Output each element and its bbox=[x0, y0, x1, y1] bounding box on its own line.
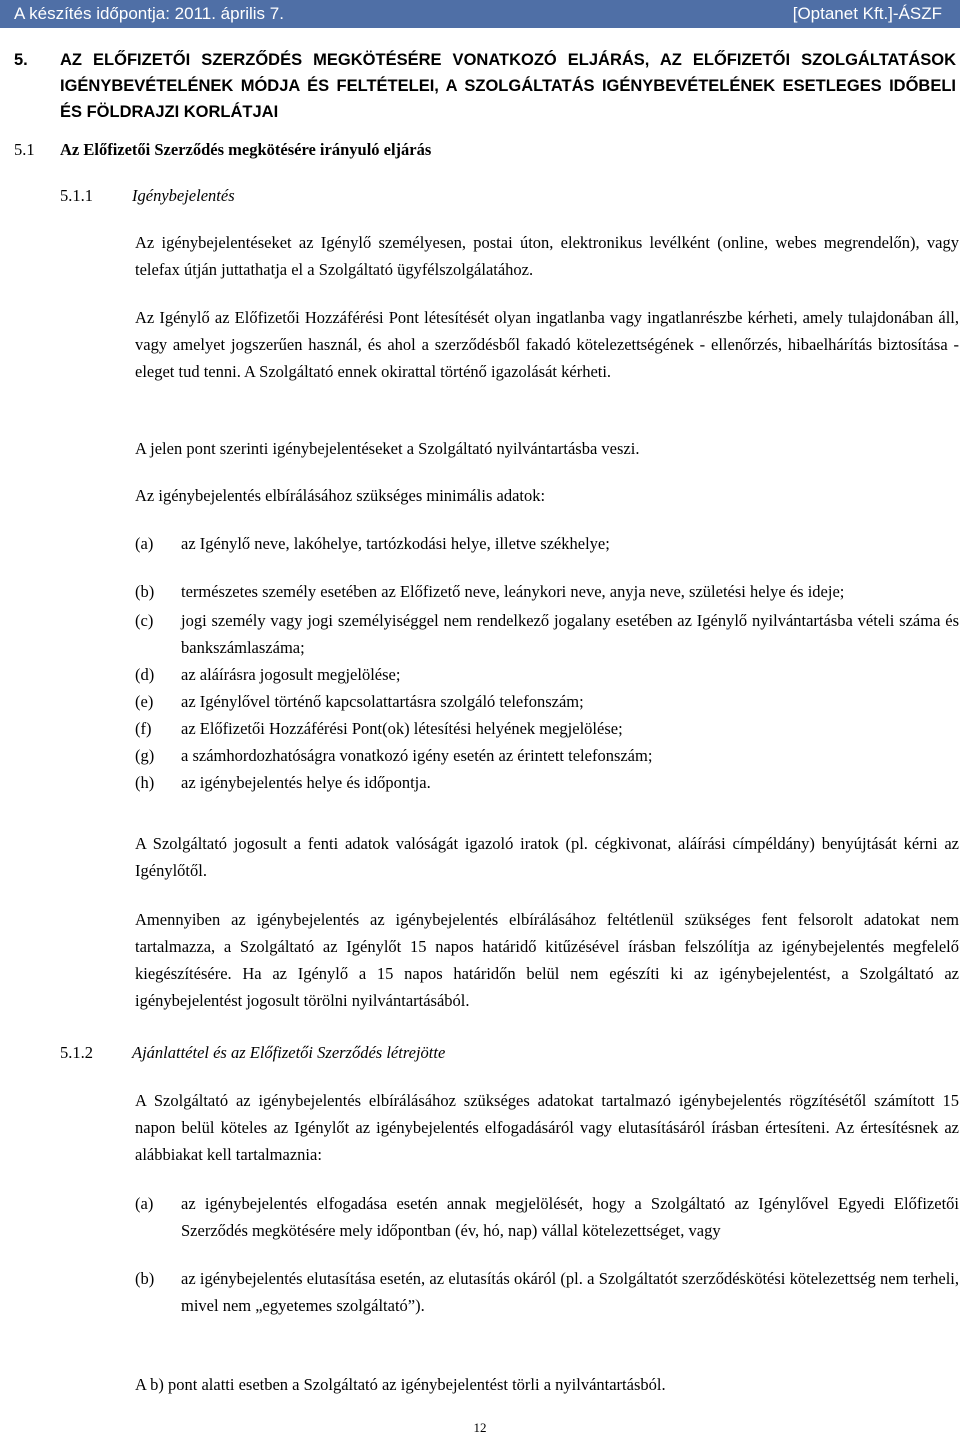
chapter-number: 5. bbox=[14, 51, 28, 69]
list-item: (b) az igénybejelentés elutasítása esetén, az elutasítás okáról (pl. a Szolgáltatót szerződéskötési kötelezettség nem terheli, mivel nem „egyetemes szolgáltató”). bbox=[135, 1269, 959, 1315]
list-item: (g) a számhordozhatóságra vonatkozó igény esetén az érintett telefonszám; bbox=[135, 746, 653, 765]
subsection-heading-5-1-1 bbox=[60, 182, 940, 209]
subsection-title: Igénybejelentés bbox=[132, 186, 235, 205]
list-item: (e) az Igénylővel történő kapcsolattartásra szolgáló telefonszám; bbox=[135, 692, 584, 711]
paragraph-access-point-location: Az Igénylő az Előfizetői Hozzáférési Pont létesítését olyan ingatlanba vagy ingatlanrészbe kérheti, amely tulajdonában áll, vagy amelyet jogszerűen használ, és ahol a szerződésből fakadó kötelezettségének - ellenőrzés, hibaelhárítás biztosítása - eleget tud tenni. A Szolgáltató ennek okirattal történő igazolását kérheti. bbox=[135, 308, 959, 381]
paragraph-minimum-data-intro: Az igénybejelentés elbírálásához szükséges minimális adatok: bbox=[135, 486, 546, 505]
list-item: (b) természetes személy esetében az Előfizető neve, leánykori neve, anyja neve, születési helye és ideje; bbox=[135, 582, 845, 601]
paragraph-notification: A Szolgáltató az igénybejelentés elbírálásához szükséges adatokat tartalmazó igénybejelentés rögzítésétől számított 15 napon belül köteles az Igénylőt az igénybejelentés elfogadásáról vagy elutasításáról írásban értesíteni. Az értesítésnek az alábbiakat kell tartalmaznia: bbox=[135, 1091, 959, 1164]
paragraph-registration: A jelen pont szerinti igénybejelentéseket a Szolgáltató nyilvántartásba veszi. bbox=[135, 439, 640, 458]
page-number: 12 bbox=[473, 1420, 487, 1435]
header-creation-date: A készítés időpontja: 2011. április 7. bbox=[14, 4, 284, 23]
list-item: (h) az igénybejelentés helye és időpontja. bbox=[135, 773, 431, 792]
notification-content-list bbox=[135, 1190, 959, 1319]
document-header-bar bbox=[0, 0, 960, 28]
paragraph-submission-channels: Az igénybejelentéseket az Igénylő személyesen, postai úton, elektronikus levélként (online, webes megrendelőn), vagy telefax útján juttathatja el a Szolgáltató ügyfélszolgálatához. bbox=[135, 233, 959, 279]
section-title: Az Előfizetői Szerződés megkötésére irányuló eljárás bbox=[60, 140, 432, 159]
list-item: (d) az aláírásra jogosult megjelölése; bbox=[135, 665, 401, 684]
subsection-number: 5.1.2 bbox=[60, 1043, 93, 1062]
required-data-list bbox=[135, 530, 959, 796]
list-item: (a) az Igénylő neve, lakóhelye, tartózkodási helye, illetve székhelye; bbox=[135, 534, 610, 553]
list-item: (c) jogi személy vagy jogi személyiséggel nem rendelkező jogalany esetében az Igénylő nyilvántartásba vételi száma és bankszámlaszáma; bbox=[135, 611, 959, 657]
chapter-heading bbox=[14, 47, 956, 125]
subsection-title: Ajánlattétel és az Előfizetői Szerződés létrejötte bbox=[132, 1043, 446, 1062]
paragraph-rejection-deletion: A b) pont alatti esetben a Szolgáltató az igénybejelentést törli a nyilvántartásból. bbox=[135, 1375, 666, 1394]
chapter-title: AZ ELŐFIZETŐI SZERZŐDÉS MEGKÖTÉSÉRE VONATKOZÓ ELJÁRÁS, AZ ELŐFIZETŐI SZOLGÁLTATÁSOK IGÉNYBEVÉTELÉNEK MÓDJA ÉS FELTÉTELEI, A SZOLGÁLTATÁS IGÉNYBEVÉTELÉNEK ESETLEGES IDŐBELI ÉS FÖLDRAJZI KORLÁTJAI bbox=[60, 51, 956, 121]
subsection-number: 5.1.1 bbox=[60, 186, 93, 205]
list-item: (f) az Előfizetői Hozzáférési Pont(ok) létesítési helyének megjelölése; bbox=[135, 719, 623, 738]
paragraph-incomplete-request: Amennyiben az igénybejelentés az igénybejelentés elbírálásához feltétlenül szükséges fent felsorolt adatokat nem tartalmazza, a Szolgáltató az Igénylőt 15 napos határidő kitűzésével írásban felszólítja az igénybejelentés megfelelő kiegészítésére. Ha az Igénylő a 15 napos határidőn belül nem egészíti ki az igénybejelentést, a Szolgáltató az igénybejelentést jogosult törölni nyilvántartásából. bbox=[135, 910, 959, 1010]
paragraph-document-verification: A Szolgáltató jogosult a fenti adatok valóságát igazoló iratok (pl. cégkivonat, aláírási címpéldány) benyújtását kérni az Igénylőtől. bbox=[135, 834, 959, 880]
subsection-heading-5-1-2 bbox=[60, 1039, 940, 1066]
section-number: 5.1 bbox=[14, 140, 35, 159]
header-company-doc: [Optanet Kft.]-ÁSZF bbox=[792, 4, 942, 23]
list-item: (a) az igénybejelentés elfogadása esetén annak megjelölését, hogy a Szolgáltató az Igénylővel Egyedi Előfizetői Szerződés megkötésére mely időpontban (év, hó, nap) vállal kötelezettséget, vagy bbox=[135, 1194, 959, 1240]
section-heading bbox=[14, 136, 914, 163]
